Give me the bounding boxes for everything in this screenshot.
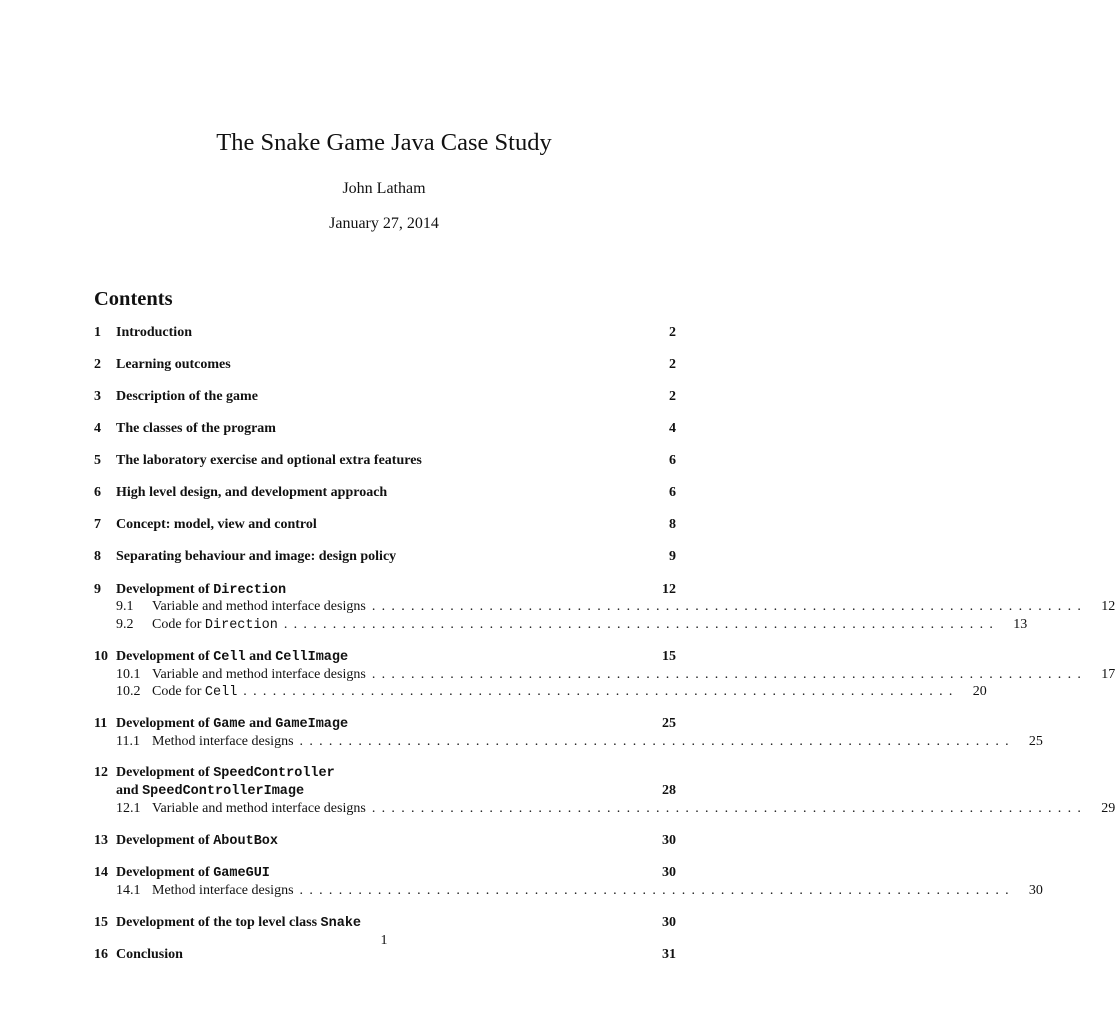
toc-entry-number: 1 bbox=[94, 325, 101, 340]
toc-entry-title: Development of Cell and CellImage bbox=[116, 649, 349, 665]
toc-entry-page: 2 bbox=[669, 325, 676, 340]
toc-entry-page: 28 bbox=[662, 783, 676, 798]
toc-entry-page: 13 bbox=[1013, 617, 1028, 632]
toc-entry-page: 30 bbox=[662, 915, 676, 930]
toc-entry[interactable] bbox=[94, 548, 676, 566]
toc-entry-title: High level design, and development approach bbox=[116, 485, 388, 500]
toc-dot-leader: ......................................................................... bbox=[299, 883, 1015, 898]
toc-entry-page: 29 bbox=[1101, 801, 1115, 816]
toc-entry-page: 12 bbox=[662, 582, 676, 597]
code-identifier: Snake bbox=[320, 916, 362, 931]
toc-entry-title: Code for Direction bbox=[152, 617, 278, 633]
code-identifier: SpeedControllerImage bbox=[142, 784, 305, 799]
toc-entry-number: 6 bbox=[94, 485, 101, 500]
document-title: The Snake Game Java Case Study bbox=[216, 129, 552, 156]
toc-entry-number: 9.2 bbox=[116, 617, 134, 632]
toc-entry[interactable] bbox=[94, 764, 676, 782]
page-number: 1 bbox=[380, 933, 388, 948]
toc-entry-title: Conclusion bbox=[116, 947, 183, 962]
code-identifier: Direction bbox=[204, 618, 278, 633]
toc-entry[interactable] bbox=[94, 864, 676, 882]
toc-subentry[interactable] bbox=[94, 683, 987, 701]
toc-entry-title: Concept: model, view and control bbox=[116, 517, 317, 532]
toc-entry-title: Development of AboutBox bbox=[116, 833, 279, 849]
toc-subentry[interactable] bbox=[94, 666, 1115, 684]
toc-entry[interactable] bbox=[94, 388, 676, 406]
toc-subentry[interactable] bbox=[94, 733, 1043, 751]
toc-entry[interactable] bbox=[94, 832, 676, 850]
toc-entry[interactable] bbox=[94, 484, 676, 502]
toc-entry-number: 14.1 bbox=[116, 883, 141, 898]
toc-entry-number: 14 bbox=[94, 865, 108, 880]
code-identifier: GameGUI bbox=[213, 866, 270, 881]
toc-entry-page: 30 bbox=[1028, 883, 1043, 898]
toc-entry-title: Introduction bbox=[116, 325, 192, 340]
toc-subentry[interactable] bbox=[94, 800, 1115, 818]
toc-entry-continuation[interactable] bbox=[94, 782, 676, 800]
toc-entry-page: 2 bbox=[669, 389, 676, 404]
toc-entry-page: 15 bbox=[662, 649, 676, 664]
toc-entry-title: Method interface designs bbox=[152, 883, 294, 898]
toc-entry-number: 13 bbox=[94, 833, 108, 848]
toc-entry-title: Variable and method interface designs bbox=[152, 667, 366, 682]
toc-entry-number: 15 bbox=[94, 915, 108, 930]
toc-entry-title: Method interface designs bbox=[152, 734, 294, 749]
toc-entry-number: 12 bbox=[94, 765, 108, 780]
toc-entry-title: Development of Game and GameImage bbox=[116, 716, 349, 732]
toc-entry-page: 25 bbox=[662, 716, 676, 731]
toc-entry[interactable] bbox=[94, 420, 676, 438]
toc-entry-title: The laboratory exercise and optional extra features bbox=[116, 453, 422, 468]
toc-entry-number: 9 bbox=[94, 582, 101, 597]
toc-entry-number: 16 bbox=[94, 947, 108, 962]
toc-entry-title: Variable and method interface designs bbox=[152, 801, 366, 816]
toc-entry-title: and SpeedControllerImage bbox=[116, 783, 305, 799]
toc-entry-page: 2 bbox=[669, 357, 676, 372]
toc-entry-page: 20 bbox=[972, 684, 987, 699]
toc-dot-leader: ......................................................................... bbox=[371, 599, 1088, 614]
toc-entry-number: 3 bbox=[94, 389, 101, 404]
toc-subentry[interactable] bbox=[94, 598, 1115, 616]
toc-entry-page: 4 bbox=[669, 421, 676, 436]
toc-entry-title: Learning outcomes bbox=[116, 357, 231, 372]
toc-entry-title: Description of the game bbox=[116, 389, 258, 404]
toc-entry-title: Development of Direction bbox=[116, 582, 287, 598]
toc-entry-number: 5 bbox=[94, 453, 101, 468]
toc-entry-title: The classes of the program bbox=[116, 421, 276, 436]
toc-entry-page: 6 bbox=[669, 453, 676, 468]
document-date: January 27, 2014 bbox=[329, 215, 439, 232]
toc-entry-title: Code for Cell bbox=[152, 684, 238, 700]
code-identifier: CellImage bbox=[275, 650, 349, 665]
toc-entry-page: 17 bbox=[1101, 667, 1115, 682]
toc-entry-number: 12.1 bbox=[116, 801, 141, 816]
toc-entry-title: Development of SpeedController bbox=[116, 765, 335, 781]
toc-entry-number: 10.2 bbox=[116, 684, 141, 699]
toc-entry-title: Development of the top level class Snake bbox=[116, 915, 362, 931]
toc-entry[interactable] bbox=[94, 914, 676, 932]
toc-entry-page: 12 bbox=[1101, 599, 1115, 614]
code-identifier: Game bbox=[213, 717, 246, 732]
code-identifier: Direction bbox=[213, 583, 287, 598]
toc-entry[interactable] bbox=[94, 452, 676, 470]
code-identifier: Cell bbox=[204, 685, 238, 700]
toc-dot-leader: ......................................................................... bbox=[283, 617, 1000, 632]
toc-entry-number: 9.1 bbox=[116, 599, 134, 614]
toc-entry-number: 2 bbox=[94, 357, 101, 372]
code-identifier: Cell bbox=[213, 650, 246, 665]
contents-heading: Contents bbox=[94, 288, 173, 310]
toc-entry[interactable] bbox=[94, 516, 676, 534]
toc-subentry[interactable] bbox=[94, 882, 1043, 900]
code-identifier: AboutBox bbox=[213, 834, 279, 849]
toc-dot-leader: ......................................................................... bbox=[371, 667, 1088, 682]
toc-entry-number: 8 bbox=[94, 549, 101, 564]
toc-entry[interactable] bbox=[94, 715, 676, 733]
code-identifier: SpeedController bbox=[213, 766, 335, 781]
document-author: John Latham bbox=[342, 180, 426, 197]
toc-entry-number: 4 bbox=[94, 421, 101, 436]
toc-entry-title: Variable and method interface designs bbox=[152, 599, 366, 614]
toc-entry-page: 8 bbox=[669, 517, 676, 532]
toc-dot-leader: ......................................................................... bbox=[299, 734, 1015, 749]
toc-dot-leader: ......................................................................... bbox=[371, 801, 1088, 816]
toc-entry[interactable] bbox=[94, 356, 676, 374]
toc-entry-title: Development of GameGUI bbox=[116, 865, 270, 881]
toc-dot-leader: ......................................................................... bbox=[243, 684, 959, 699]
toc-entry[interactable] bbox=[94, 581, 676, 599]
toc-entry[interactable] bbox=[94, 324, 676, 342]
toc-subentry[interactable] bbox=[94, 616, 1028, 634]
toc-entry-page: 30 bbox=[662, 865, 676, 880]
toc-entry-title: Separating behaviour and image: design policy bbox=[116, 549, 397, 564]
toc-entry[interactable] bbox=[94, 648, 676, 666]
toc-entry-number: 11 bbox=[94, 716, 108, 731]
toc-entry-page: 30 bbox=[662, 833, 676, 848]
toc-entry-page: 9 bbox=[669, 549, 676, 564]
toc-entry-page: 25 bbox=[1028, 734, 1043, 749]
toc-entry-page: 6 bbox=[669, 485, 676, 500]
toc-entry-page: 31 bbox=[662, 947, 676, 962]
toc-entry-number: 7 bbox=[94, 517, 101, 532]
toc-entry-number: 10 bbox=[94, 649, 108, 664]
toc-entry-number: 11.1 bbox=[116, 734, 140, 749]
toc-entry-number: 10.1 bbox=[116, 667, 141, 682]
code-identifier: GameImage bbox=[275, 717, 349, 732]
